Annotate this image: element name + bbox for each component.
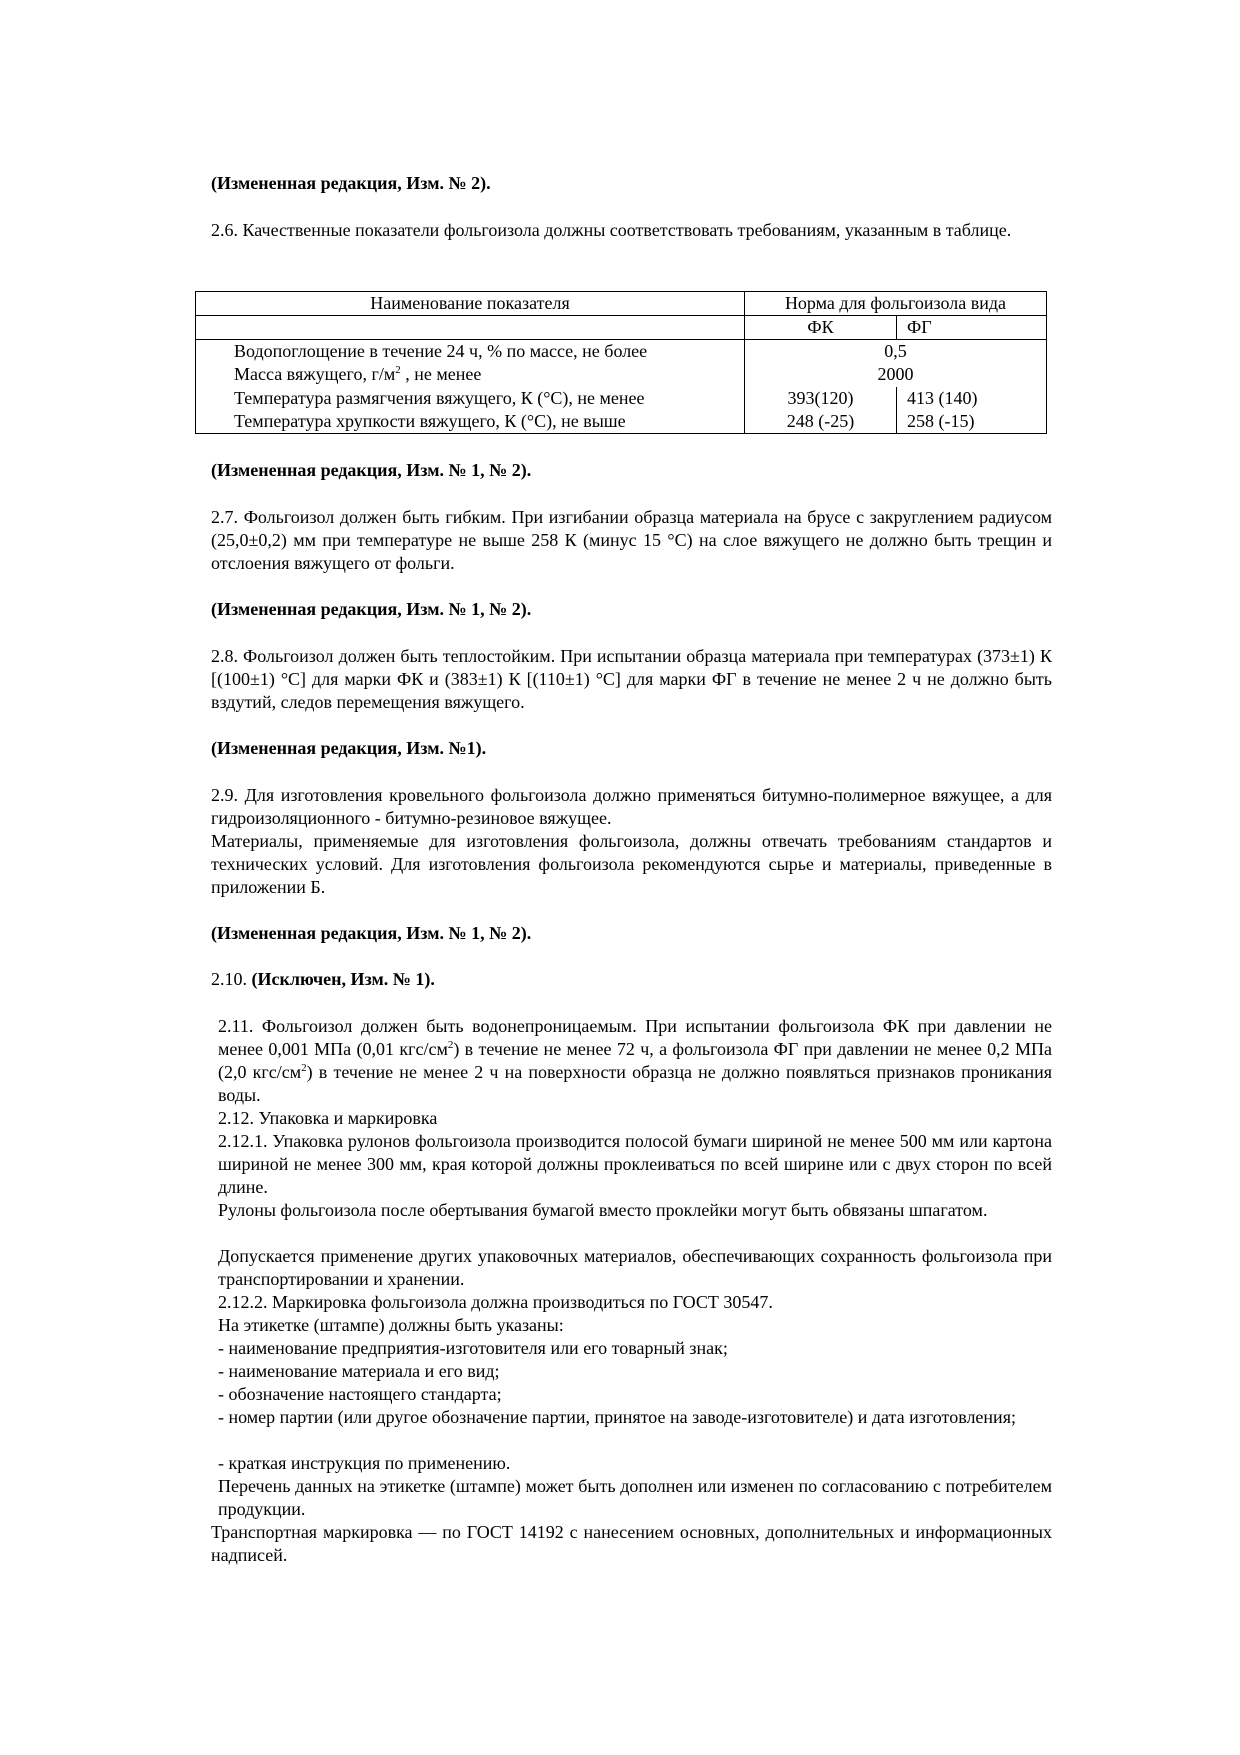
row-name: Температура хрупкости вяжущего, К (°С), не выше xyxy=(234,411,626,431)
header-indicator-name: Наименование показателя xyxy=(370,293,570,313)
row-name: Масса вяжущего, $г/м^2$ , не менее xyxy=(234,364,482,384)
header-norm: Норма для фольгоизола вида xyxy=(784,293,1007,313)
quality-table xyxy=(195,291,1047,434)
amendment-note: (Измененная редакция, Изм. № 2). xyxy=(211,173,491,193)
paragraph-allowed: Допускается применение других упаковочных материалов, обеспечивающих сохранность фольгоизола при транспортировании и хранении. xyxy=(218,1246,1052,1289)
row-value-fk: 248 (-25) xyxy=(786,411,855,431)
paragraph-rolls: Рулоны фольгоизола после обертывания бумагой вместо проклейки могут быть обвязаны шпагатом. xyxy=(218,1200,988,1220)
paragraph-2-6: 2.6. Качественные показатели фольгоизола должны соответствовать требованиям, указанным в таблице. xyxy=(211,220,1012,240)
list-item: - краткая инструкция по применению. xyxy=(218,1453,511,1473)
paragraph-list-data: Перечень данных на этикетке (штампе) может быть дополнен или изменен по согласованию с потребителем продукции. xyxy=(218,1476,1052,1519)
paragraph-2-11: 2.11. Фольгоизол должен быть водонепроницаемым. При испытании фольгоизола ФК при давлении не менее 0,001 МПа (0,01 кгс/$см^2$) в течение не менее 72 ч, а фольгоизола ФГ при давлении не менее 0,2 МПа (2,0 кгс/$см^2$) в течение не менее 2 ч на поверхности образца не должно появляться признаков проникания воды. xyxy=(218,1016,1053,1105)
list-item: - наименование предприятия-изготовителя или его товарный знак; xyxy=(218,1338,728,1358)
paragraph-2-9: 2.9. Для изготовления кровельного фольгоизола должно применяться битумно-полимерное вяжущее, а для гидроизоляционного - битумно-резиновое вяжущее. xyxy=(211,785,1052,828)
row-value-fk: 393(120) xyxy=(787,388,854,408)
list-item: - номер партии (или другое обозначение партии, принятое на заводе-изготовителе) и дата изготовления; xyxy=(218,1407,1016,1427)
row-value-merged: 0,5 xyxy=(884,341,907,361)
amendment-note: (Измененная редакция, Изм. № 1, № 2). xyxy=(211,460,532,480)
paragraph-2-12-2: 2.12.2. Маркировка фольгоизола должна производиться по ГОСТ 30547. xyxy=(218,1292,773,1312)
header-fg: ФГ xyxy=(907,317,932,337)
amendment-note: (Измененная редакция, Изм. № 1, № 2). xyxy=(211,599,532,619)
header-fk: ФК xyxy=(807,317,834,337)
paragraph-2-9-materials: Материалы, применяемые для изготовления фольгоизола, должны отвечать требованиям стандартов и технических условий. Для изготовления фольгоизола рекомендуются сырье и материалы, приведенные в приложении Б. xyxy=(211,831,1052,897)
paragraph-transport: Транспортная маркировка — по ГОСТ 14192 с нанесением основных, дополнительных и информационных надписей. xyxy=(211,1522,1052,1565)
paragraph-2-12-1: 2.12.1. Упаковка рулонов фольгоизола производится полосой бумаги шириной не менее 500 мм или картона шириной не менее 300 мм, края которой должны проклеиваться по всей ширине или с двух сторон по всей длине. xyxy=(218,1131,1052,1197)
paragraph-2-7: 2.7. Фольгоизол должен быть гибким. При изгибании образца материала на брусе с закруглением радиусом (25,0±0,2) мм при температуре не выше 258 К (минус 15 °С) на слое вяжущего не должно быть трещин и отслоения вяжущего от фольги. xyxy=(211,507,1052,573)
list-item: - наименование материала и его вид; xyxy=(218,1361,500,1381)
amendment-note: (Измененная редакция, Изм. № 1, № 2). xyxy=(211,923,532,943)
row-value-merged: 2000 xyxy=(877,364,914,384)
paragraph-2-8: 2.8. Фольгоизол должен быть теплостойким. При испытании образца материала при температурах (373±1) К [(100±1) °С] для марки ФК и (383±1) К [(110±1) °С] для марки ФГ в течение не менее 2 ч не должно быть вздутий, следов перемещения вяжущего. xyxy=(211,646,1052,712)
row-name: Температура размягчения вяжущего, К (°С), не менее xyxy=(234,388,645,408)
list-item: - обозначение настоящего стандарта; xyxy=(218,1384,502,1404)
paragraph-2-10: 2.10. (Исключен, Изм. № 1). xyxy=(211,969,435,989)
paragraph-2-12: 2.12. Упаковка и маркировка xyxy=(218,1108,438,1128)
paragraph-label: На этикетке (штампе) должны быть указаны: xyxy=(218,1315,564,1335)
row-name: Водопоглощение в течение 24 ч, % по массе, не более xyxy=(234,341,648,361)
row-value-fg: 258 (-15) xyxy=(907,411,975,431)
amendment-note: (Измененная редакция, Изм. №1). xyxy=(211,738,487,758)
row-value-fg: 413 (140) xyxy=(907,388,978,408)
